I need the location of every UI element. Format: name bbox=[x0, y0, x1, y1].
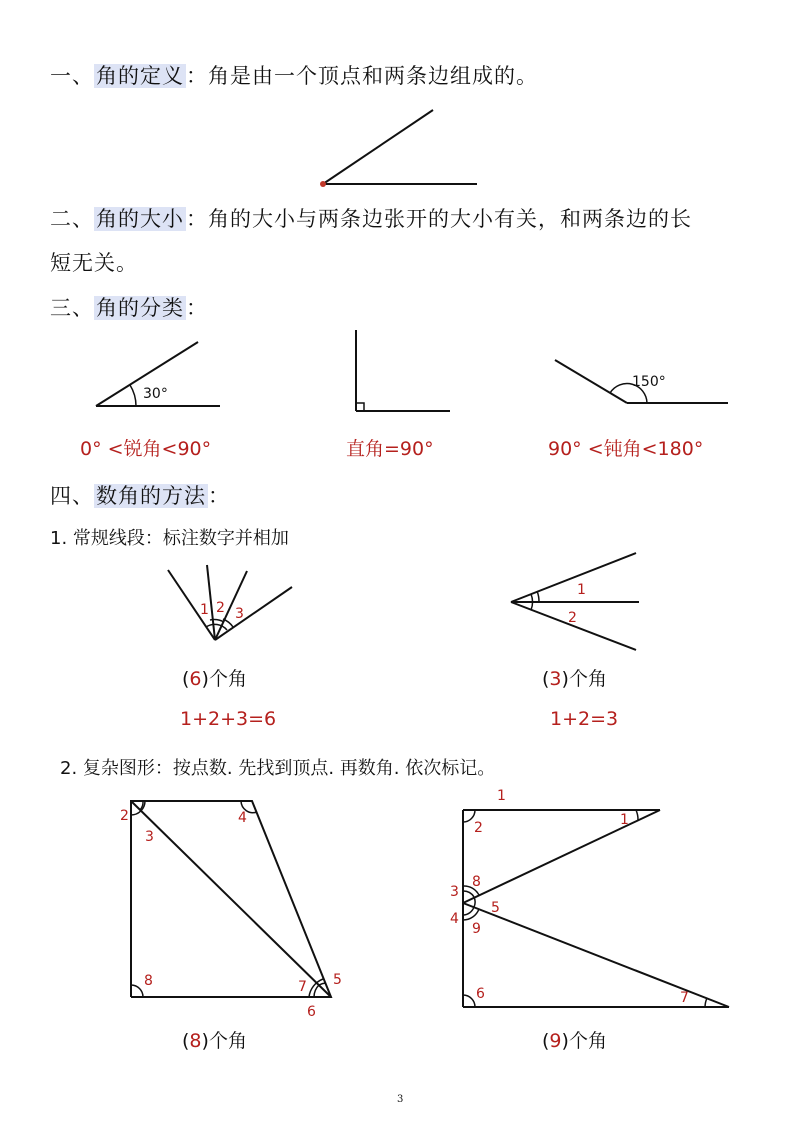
page-number: 3 bbox=[397, 1094, 404, 1105]
fan-a-mark-3: 3 bbox=[235, 606, 244, 622]
fan-a-arc bbox=[223, 619, 233, 627]
fan-a-count-unit: 个角 bbox=[208, 668, 247, 690]
section1-text: ：角是由一个顶点和两条边组成的。 bbox=[186, 64, 538, 88]
shape-a-figure bbox=[120, 801, 342, 1020]
fan-a-count-close: ) bbox=[201, 668, 209, 690]
definition-angle-figure bbox=[320, 110, 477, 187]
obtuse-angle-label: 90° <钝角<180° bbox=[548, 438, 704, 460]
shape-b-count-open: ( bbox=[542, 1030, 550, 1052]
section4-prefix: 四、 bbox=[50, 484, 94, 508]
acute-angle-arc bbox=[130, 385, 136, 406]
section3-colon: ： bbox=[186, 296, 208, 320]
shape-a-mark: 4 bbox=[238, 810, 247, 826]
shape-b-mark: 5 bbox=[491, 900, 500, 916]
section2-title: 角的大小 bbox=[96, 207, 184, 231]
shape-b-figure bbox=[450, 788, 729, 1007]
shape-b-mark: 8 bbox=[472, 874, 481, 890]
shape-b-mark: 3 bbox=[450, 884, 459, 900]
fan-b-ray bbox=[511, 553, 636, 602]
shape-a-mark: 7 bbox=[298, 979, 307, 995]
shape-a-diagonal bbox=[131, 801, 331, 997]
acute-angle-figure bbox=[96, 342, 220, 406]
right-angle-label: 直角=90° bbox=[346, 438, 434, 460]
shape-b-mark: 9 bbox=[472, 921, 481, 937]
shape-b-mark: 4 bbox=[450, 911, 459, 927]
section2-prefix: 二、 bbox=[50, 207, 94, 231]
shape-b-lower-segment bbox=[463, 903, 729, 1007]
shape-a-mark: 8 bbox=[144, 973, 153, 989]
definition-angle-vertex bbox=[320, 181, 326, 187]
shape-a-count-open: ( bbox=[182, 1030, 190, 1052]
fan-a-formula: 1+2+3=6 bbox=[180, 708, 277, 730]
fan-a-mark-1: 1 bbox=[200, 602, 209, 618]
shape-b-mark: 7 bbox=[680, 990, 689, 1006]
fan-a-count-open: ( bbox=[182, 668, 190, 690]
shape-b-arc bbox=[705, 998, 707, 1007]
fan-b-mark-1: 1 bbox=[577, 582, 586, 598]
right-angle-marker bbox=[356, 403, 364, 411]
shape-a-count-close: ) bbox=[201, 1030, 209, 1052]
fan-b-count-close: ) bbox=[561, 668, 569, 690]
fan-a-mark-2: 2 bbox=[216, 600, 225, 616]
fan-a-count-value: 6 bbox=[189, 668, 202, 690]
shape-a-count-value: 8 bbox=[189, 1030, 202, 1052]
fan-b-formula: 1+2=3 bbox=[550, 708, 619, 730]
right-angle-figure bbox=[356, 330, 450, 411]
fan-a-arc bbox=[206, 624, 227, 630]
shape-b-arc bbox=[463, 891, 474, 897]
obtuse-angle-figure bbox=[555, 360, 728, 403]
shape-b-count-unit: 个角 bbox=[568, 1030, 607, 1052]
shape-b-upper-segment bbox=[463, 810, 660, 903]
shape-b-count-close: ) bbox=[561, 1030, 569, 1052]
section3-title: 角的分类 bbox=[96, 296, 184, 320]
shape-b-mark: 1 bbox=[497, 788, 506, 804]
fan-b-count-value: 3 bbox=[549, 668, 562, 690]
section1-title: 角的定义 bbox=[96, 64, 184, 88]
section4-colon: ： bbox=[208, 484, 230, 508]
shape-a-mark: 5 bbox=[333, 972, 342, 988]
fan-b-count-unit: 个角 bbox=[568, 668, 607, 690]
method2-heading: 2. 复杂图形：按点数. 先找到顶点. 再数角. 依次标记。 bbox=[60, 758, 496, 779]
method1-heading: 1. 常规线段：标注数字并相加 bbox=[50, 528, 289, 549]
shape-b-arc bbox=[463, 995, 475, 1007]
shape-b-mark: 1 bbox=[620, 812, 629, 828]
shape-a-arc bbox=[131, 985, 143, 997]
section2-text: ：角的大小与两条边张开的大小有关，和两条边的长 bbox=[186, 207, 692, 231]
shape-b-mark: 6 bbox=[476, 986, 485, 1002]
section4-title: 数角的方法 bbox=[96, 484, 206, 508]
shape-a-count-unit: 个角 bbox=[208, 1030, 247, 1052]
shape-a-mark: 2 bbox=[120, 808, 129, 824]
shape-b-mark: 2 bbox=[474, 820, 483, 836]
shape-a-mark: 6 bbox=[307, 1004, 316, 1020]
fan-a-figure bbox=[168, 565, 292, 640]
fan-b-arc bbox=[537, 591, 539, 602]
fan-b-count-open: ( bbox=[542, 668, 550, 690]
shape-a-mark: 3 bbox=[145, 829, 154, 845]
shape-a-arc bbox=[314, 985, 319, 997]
obtuse-angle-degree: 150° bbox=[632, 374, 666, 390]
section3-prefix: 三、 bbox=[50, 296, 94, 320]
section2-text-line2: 短无关。 bbox=[50, 251, 138, 275]
fan-b-figure bbox=[511, 553, 639, 650]
shape-b-arc bbox=[463, 907, 474, 915]
acute-angle-degree: 30° bbox=[143, 386, 168, 402]
acute-angle-label: 0° <锐角<90° bbox=[80, 438, 212, 460]
shape-b-arc bbox=[474, 897, 475, 907]
obtuse-angle-arm bbox=[555, 360, 627, 403]
fan-b-mark-2: 2 bbox=[568, 610, 577, 626]
definition-angle-side-top bbox=[323, 110, 433, 184]
shape-b-arc bbox=[636, 810, 638, 820]
section1-prefix: 一、 bbox=[50, 64, 94, 88]
shape-b-count-value: 9 bbox=[549, 1030, 562, 1052]
